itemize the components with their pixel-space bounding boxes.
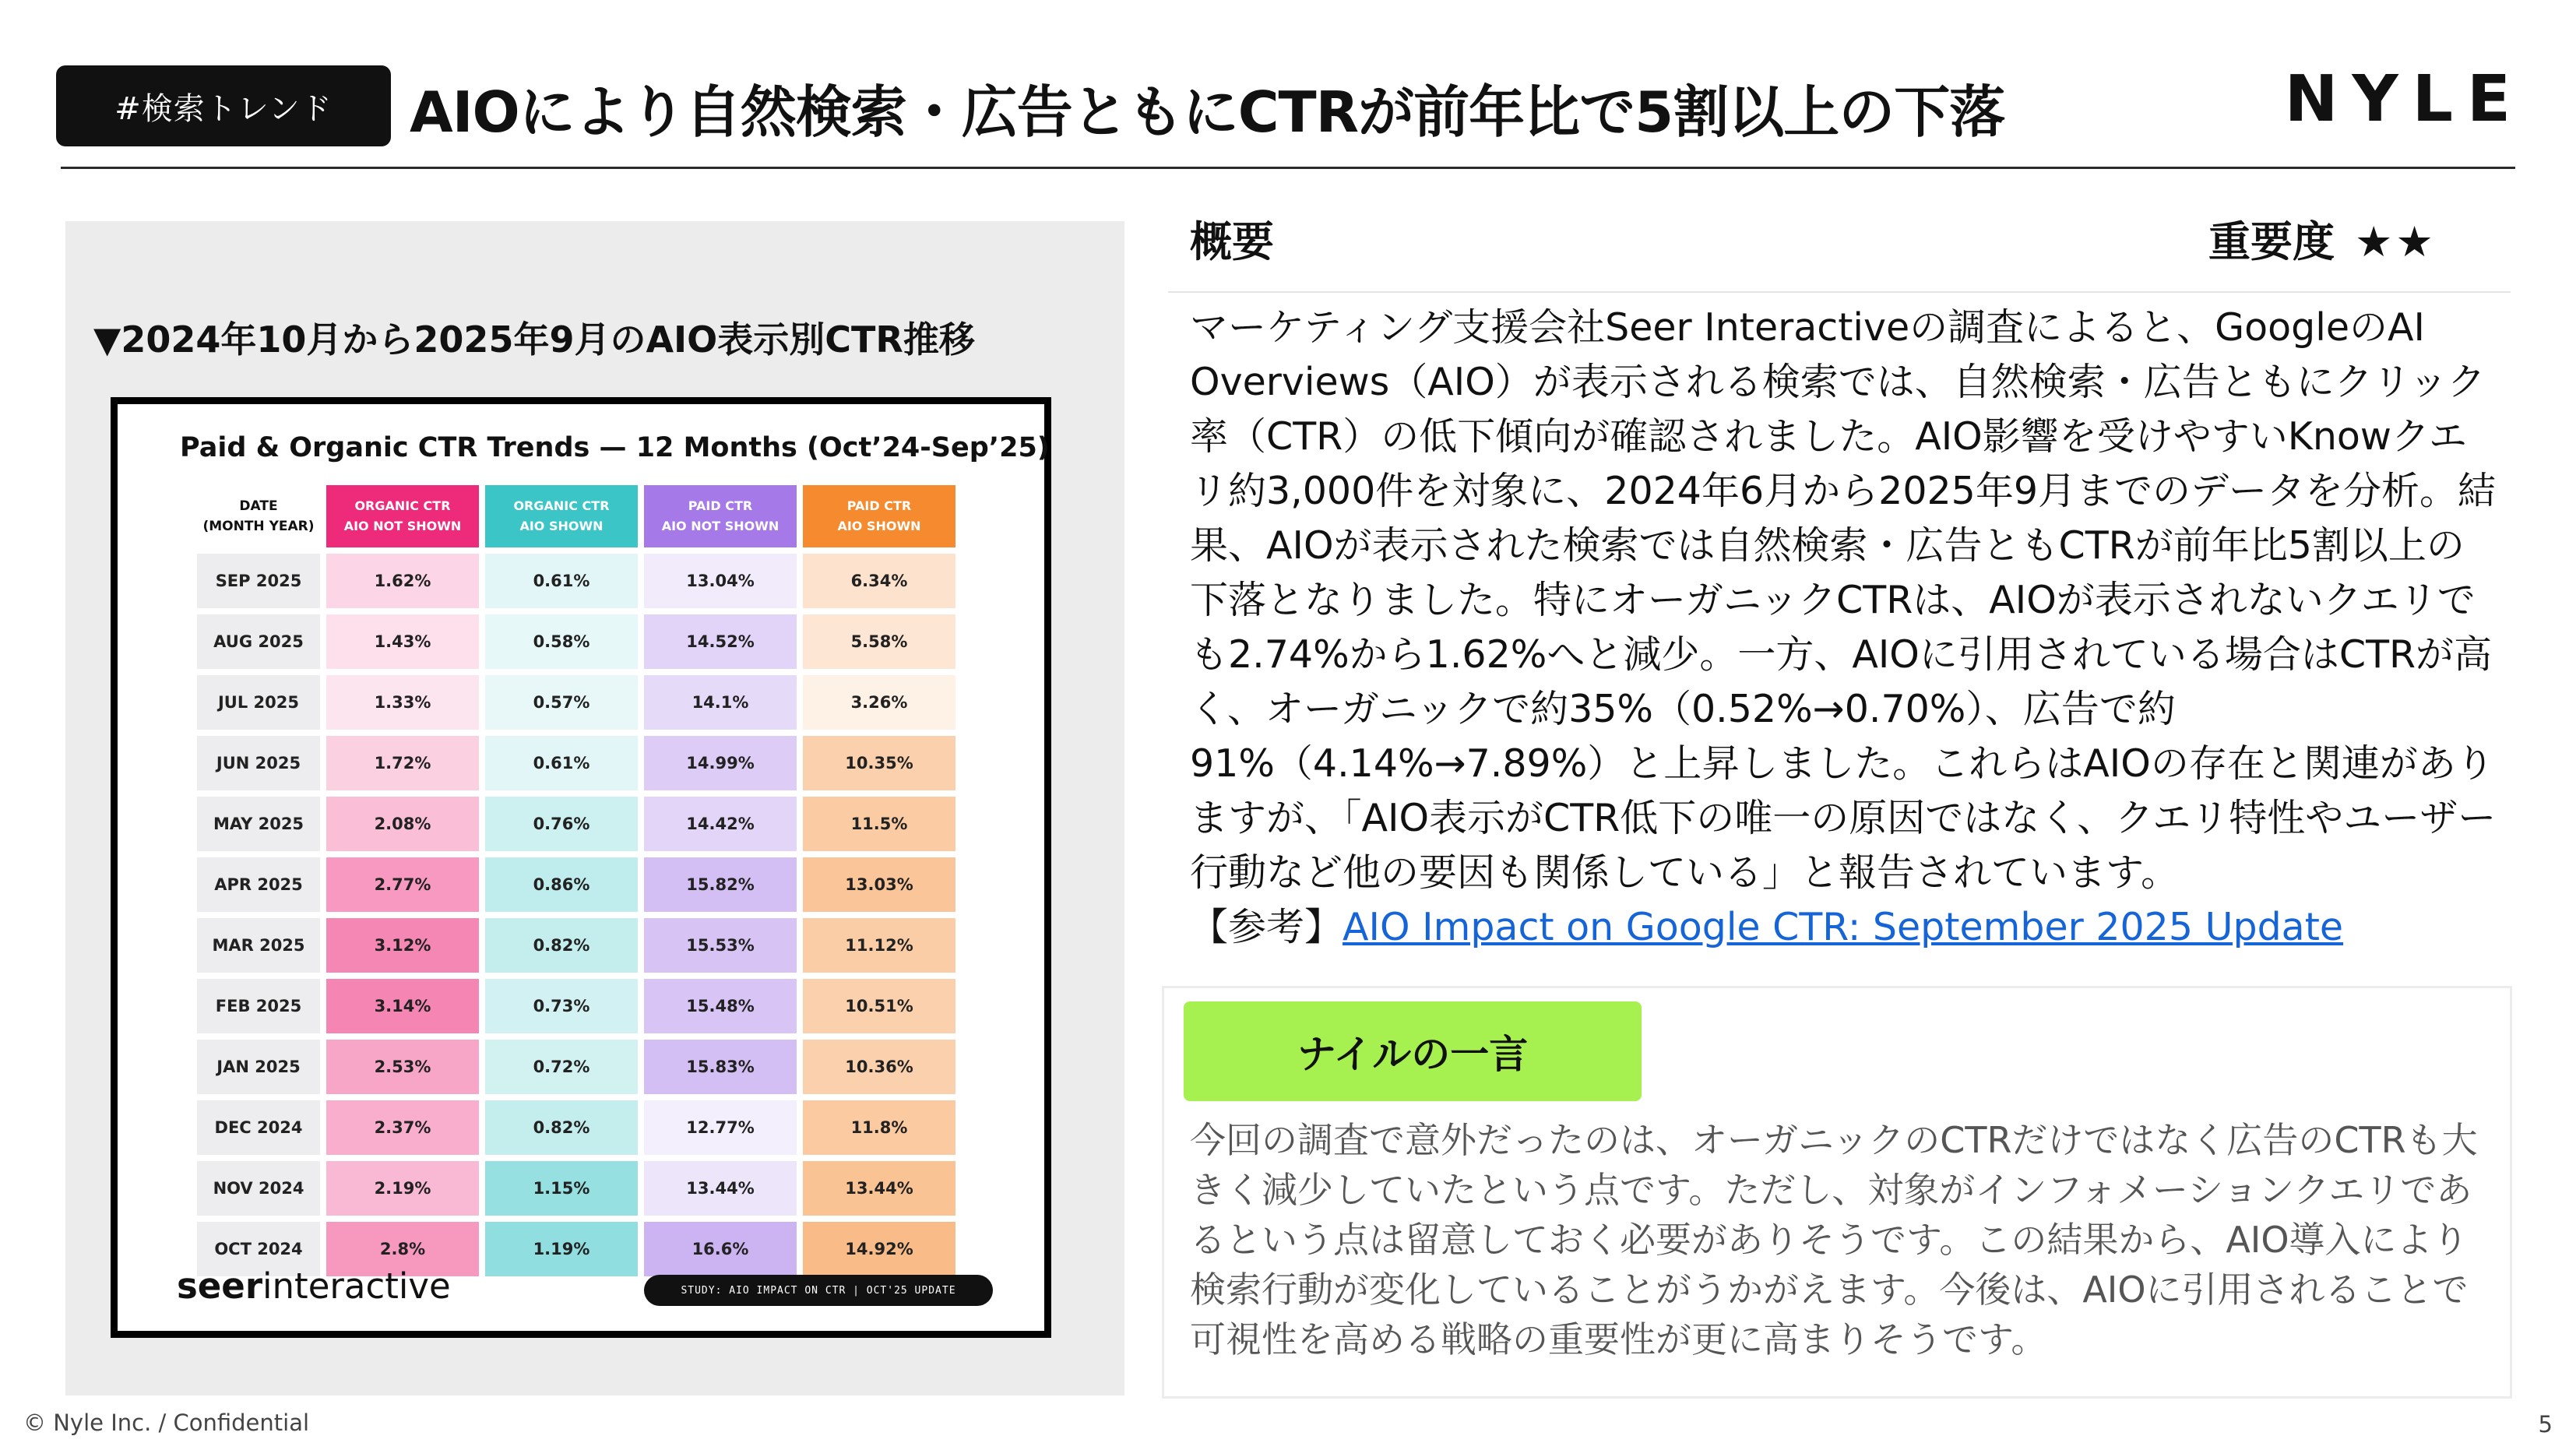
column-header-line2: AIO SHOWN	[837, 519, 921, 533]
ctr-cell: 0.76%	[485, 797, 638, 851]
figure-title: Paid & Organic CTR Trends — 12 Months (Oct’24-Sep’25)	[180, 432, 1050, 463]
row-date: JUL 2025	[197, 675, 320, 730]
row-date: NOV 2024	[197, 1161, 320, 1216]
row-date: OCT 2024	[197, 1222, 320, 1276]
table-row	[197, 857, 955, 912]
ctr-cell: 13.44%	[803, 1161, 955, 1216]
table-header-row	[197, 485, 955, 547]
ctr-cell: 2.77%	[326, 857, 479, 912]
seer-logo-rest: interactive	[262, 1265, 451, 1307]
ctr-cell: 3.12%	[326, 918, 479, 973]
column-header-line2: AIO NOT SHOWN	[661, 519, 779, 533]
ctr-cell: 12.77%	[644, 1100, 797, 1155]
row-date: JAN 2025	[197, 1040, 320, 1094]
reference-link[interactable]: AIO Impact on Google CTR: September 2025 Update	[1343, 905, 2344, 949]
ctr-cell: 3.14%	[326, 979, 479, 1033]
ctr-cell: 15.83%	[644, 1040, 797, 1094]
study-label: STUDY: AIO IMPACT ON CTR | OCT'25 UPDATE	[644, 1275, 993, 1306]
row-date: DEC 2024	[197, 1100, 320, 1155]
nyle-comment-text: 今回の調査で意外だったのは、オーガニックのCTRだけではなく広告のCTRも大きく減少していたという点です。ただし、対象がインフォメーションクエリであるという点は留意しておく必要がありそうです。この結果から、AIO導入により検索行動が変化していることがうかがえます。今後は、AIOに引用されることで可視性を高める戦略の重要性が更に高まりそうです。	[1190, 1119, 2478, 1360]
column-header-paid-not-shown	[644, 485, 797, 547]
ctr-table	[191, 479, 962, 1283]
ctr-cell: 0.61%	[485, 554, 638, 608]
ctr-cell: 1.43%	[326, 614, 479, 669]
importance-label: 重要度	[2208, 217, 2335, 266]
ctr-cell: 2.37%	[326, 1100, 479, 1155]
table-row	[197, 554, 955, 608]
ctr-cell: 3.26%	[803, 675, 955, 730]
reference-prefix: 【参考】	[1190, 905, 1343, 949]
ctr-cell: 1.72%	[326, 736, 479, 790]
ctr-cell: 11.12%	[803, 918, 955, 973]
ctr-cell: 0.61%	[485, 736, 638, 790]
column-header-organic-not-shown	[326, 485, 479, 547]
table-row	[197, 1100, 955, 1155]
ctr-cell: 16.6%	[644, 1222, 797, 1276]
column-header-line1: PAID CTR	[688, 498, 753, 513]
ctr-cell: 1.62%	[326, 554, 479, 608]
category-tag: #検索トレンド	[56, 65, 391, 146]
ctr-cell: 0.82%	[485, 1100, 638, 1155]
table-row	[197, 675, 955, 730]
date-header-line2: (MONTH YEAR)	[202, 519, 315, 534]
ctr-cell: 10.51%	[803, 979, 955, 1033]
ctr-cell: 13.44%	[644, 1161, 797, 1216]
ctr-cell: 14.92%	[803, 1222, 955, 1276]
page-title: AIOにより自然検索・広告ともにCTRが前年比で5割以上の下落	[410, 79, 2005, 145]
overview-divider	[1168, 291, 2511, 293]
importance-stars: ★★	[2355, 217, 2437, 266]
ctr-cell: 2.53%	[326, 1040, 479, 1094]
table-row	[197, 1040, 955, 1094]
importance-rating	[2208, 209, 2437, 269]
nyle-logo: NYLE	[2284, 62, 2525, 136]
row-date: AUG 2025	[197, 614, 320, 669]
ctr-cell: 15.48%	[644, 979, 797, 1033]
page-number: 5	[2538, 1411, 2553, 1438]
ctr-cell: 0.86%	[485, 857, 638, 912]
row-date: MAY 2025	[197, 797, 320, 851]
ctr-cell: 14.52%	[644, 614, 797, 669]
table-row	[197, 979, 955, 1033]
ctr-cell: 11.8%	[803, 1100, 955, 1155]
overview-body	[1190, 301, 2498, 955]
ctr-cell: 0.82%	[485, 918, 638, 973]
ctr-cell: 11.5%	[803, 797, 955, 851]
footer-copyright: © Nyle Inc. / Confidential	[23, 1410, 310, 1436]
ctr-cell: 0.72%	[485, 1040, 638, 1094]
row-date: MAR 2025	[197, 918, 320, 973]
ctr-cell: 0.57%	[485, 675, 638, 730]
figure-caption: ▼2024年10月から2025年9月のAIO表示別CTR推移	[93, 319, 975, 361]
ctr-cell: 0.73%	[485, 979, 638, 1033]
ctr-cell: 13.03%	[803, 857, 955, 912]
ctr-cell: 14.42%	[644, 797, 797, 851]
ctr-cell: 1.15%	[485, 1161, 638, 1216]
ctr-cell: 10.36%	[803, 1040, 955, 1094]
ctr-cell: 14.99%	[644, 736, 797, 790]
ctr-table-body	[197, 554, 955, 1276]
ctr-trend-figure	[111, 397, 1051, 1338]
ctr-cell: 6.34%	[803, 554, 955, 608]
ctr-cell: 14.1%	[644, 675, 797, 730]
column-header-paid-shown	[803, 485, 955, 547]
table-row	[197, 614, 955, 669]
column-header-line2: AIO NOT SHOWN	[343, 519, 462, 533]
ctr-cell: 2.19%	[326, 1161, 479, 1216]
overview-heading: 概要	[1190, 217, 1274, 266]
table-row	[197, 736, 955, 790]
table-row	[197, 1161, 955, 1216]
ctr-cell: 0.58%	[485, 614, 638, 669]
column-header-line2: AIO SHOWN	[519, 519, 604, 533]
column-header-line1: ORGANIC CTR	[354, 498, 451, 513]
table-row	[197, 797, 955, 851]
ctr-cell: 10.35%	[803, 736, 955, 790]
ctr-cell: 15.82%	[644, 857, 797, 912]
column-header-organic-shown	[485, 485, 638, 547]
ctr-cell: 1.19%	[485, 1222, 638, 1276]
overview-text: マーケティング支援会社Seer Interactiveの調査によると、GoogleのAI Overviews（AIO）が表示される検索では、自然検索・広告ともにクリック率（CTR）の低下傾向が確認されました。AIO影響を受けやすいKnowクエリ約3,000件を対象に、2024年6月から2025年9月までのデータを分析。結果、AIOが表示された検索では自然検索・広告ともCTRが前年比5割以上の下落となりました。特にオーガニックCTRは、AIOが表示されないクエリでも2.74%から1.62%へと減少。一方、AIOに引用されている場合はCTRが高く、オーガニックで約35%（0.52%→0.70%）、広告で約91%（4.14%→7.89%）と上昇しました。これらはAIOの存在と関連がありますが、「AIO表示がCTR低下の唯一の原因ではなく、クエリ特性やユーザー行動など他の要因も関係している」と報告されています。	[1190, 305, 2497, 895]
ctr-cell: 13.04%	[644, 554, 797, 608]
row-date: APR 2025	[197, 857, 320, 912]
column-header-line1: ORGANIC CTR	[513, 498, 610, 513]
table-row	[197, 918, 955, 973]
reference-line	[1190, 900, 2498, 955]
ctr-cell: 2.08%	[326, 797, 479, 851]
row-date: JUN 2025	[197, 736, 320, 790]
row-date: FEB 2025	[197, 979, 320, 1033]
row-date: SEP 2025	[197, 554, 320, 608]
date-column-header	[197, 485, 320, 547]
ctr-cell: 15.53%	[644, 918, 797, 973]
header-divider	[61, 167, 2515, 169]
ctr-cell: 1.33%	[326, 675, 479, 730]
column-header-line1: PAID CTR	[846, 498, 912, 513]
seer-interactive-logo	[177, 1265, 451, 1307]
seer-logo-bold: seer	[177, 1265, 263, 1307]
ctr-cell: 5.58%	[803, 614, 955, 669]
ctr-cell: 2.8%	[326, 1222, 479, 1276]
date-header-line1: DATE	[239, 498, 278, 514]
nyle-comment-badge: ナイルの一言	[1184, 1001, 1642, 1101]
